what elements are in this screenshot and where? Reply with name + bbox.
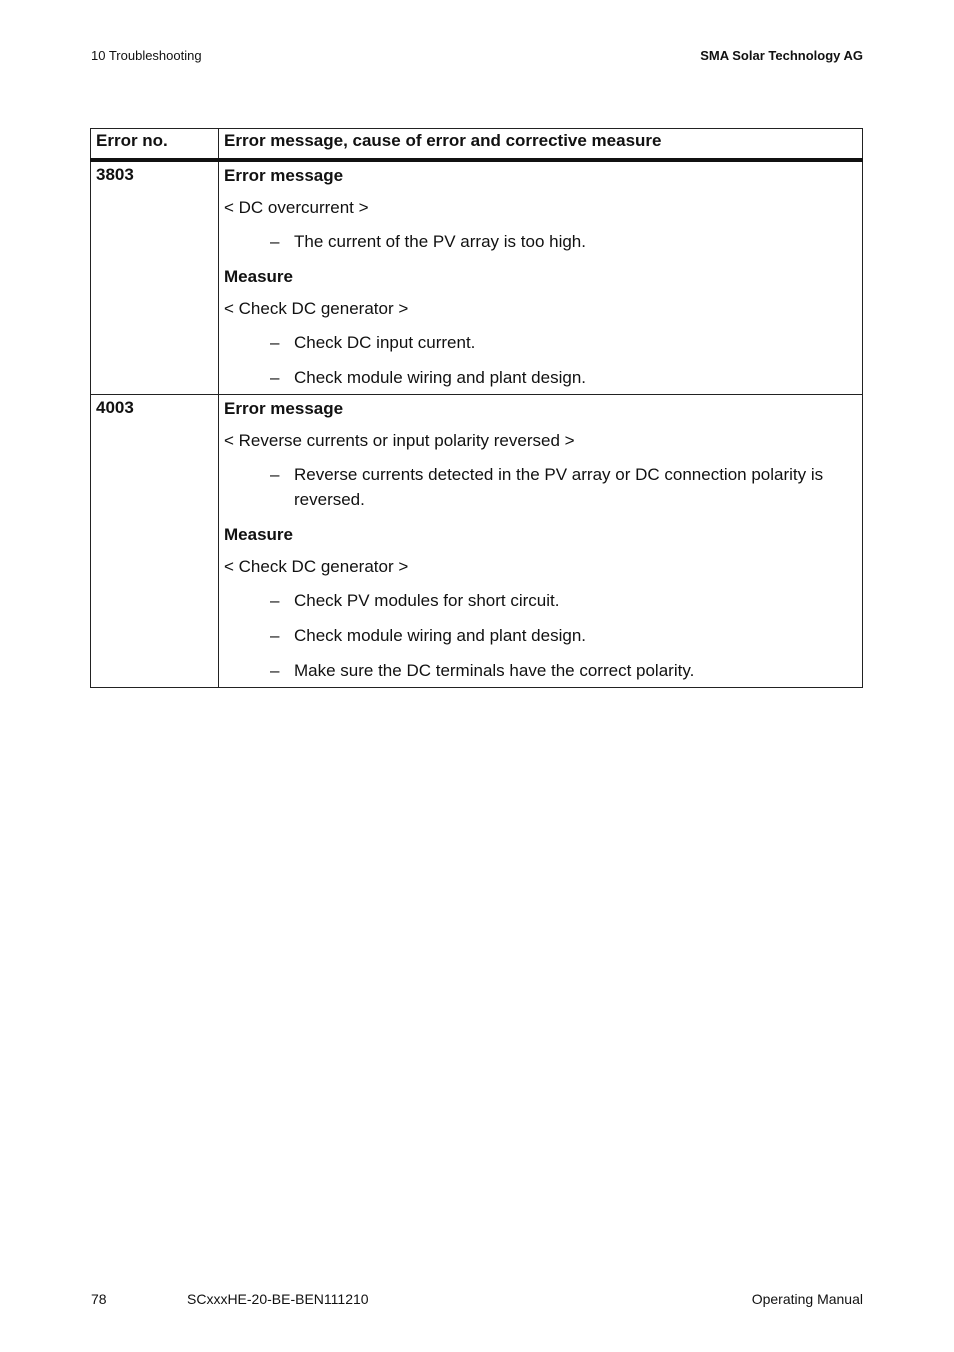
action-text: Check module wiring and plant design. [294,626,587,645]
running-footer [91,1291,863,1311]
error-message-heading: Error message [224,399,344,418]
document-type: Operating Manual [751,1291,863,1307]
document-code: SCxxxHE-20-BE-BEN111210 [187,1291,369,1307]
list-item [224,229,857,254]
error-table [90,128,863,688]
dash-bullet: – [270,232,280,251]
column-header-error-no: Error no. [91,129,219,161]
list-item [224,623,857,648]
dash-bullet: – [270,368,280,387]
dash-bullet: – [270,626,280,645]
measure-text: < Check DC generator > [224,299,409,318]
cause-text: The current of the PV array is too high. [294,232,586,251]
action-text: Check DC input current. [294,333,476,352]
page-number: 78 [91,1291,107,1307]
measure-heading: Measure [224,525,293,544]
company-name: SMA Solar Technology AG [700,48,863,63]
error-number: 4003 [91,395,219,688]
list-item [224,330,857,355]
list-item [224,658,857,683]
action-text: Check module wiring and plant design. [294,368,587,387]
error-details [219,160,863,395]
action-list [224,330,857,390]
measure-heading: Measure [224,267,293,286]
error-number: 3803 [91,160,219,395]
table-header-row [91,129,863,161]
table-row [91,395,863,688]
error-message-heading: Error message [224,166,344,185]
dash-bullet: – [270,591,280,610]
running-header [91,48,863,68]
dash-bullet: – [270,661,280,680]
cause-list [224,229,857,254]
list-item [224,588,857,613]
error-details [219,395,863,688]
error-message-text: < Reverse currents or input polarity reversed > [224,431,575,450]
action-list [224,588,857,683]
action-text: Check PV modules for short circuit. [294,591,560,610]
measure-text: < Check DC generator > [224,557,409,576]
table-row [91,160,863,395]
action-text: Make sure the DC terminals have the correct polarity. [294,661,695,680]
dash-bullet: – [270,333,280,352]
list-item [224,462,857,512]
cause-text: Reverse currents detected in the PV array or DC connection polarity is reversed. [294,465,824,509]
error-message-text: < DC overcurrent > [224,198,369,217]
column-header-error-message: Error message, cause of error and corrective measure [219,129,863,161]
cause-list [224,462,857,512]
list-item [224,365,857,390]
dash-bullet: – [270,465,280,484]
section-label: 10 Troubleshooting [91,48,202,63]
